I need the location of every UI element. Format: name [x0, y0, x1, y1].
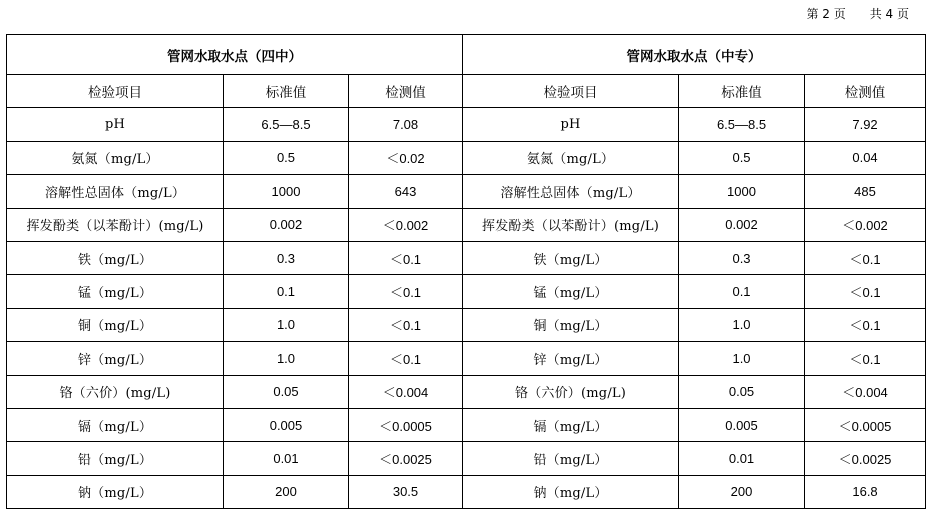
standard-cell: 0.5 [679, 141, 805, 174]
item-cell: 铬（六价）(mg/L) [463, 375, 679, 408]
standard-cell: 0.3 [224, 241, 349, 274]
table-row [7, 141, 926, 174]
table-row [7, 175, 926, 208]
col-header-item: 检验项目 [463, 75, 679, 108]
standard-cell: 1.0 [679, 308, 805, 341]
value-cell: ＜0.1 [805, 241, 926, 274]
item-cell: 钠（mg/L） [463, 475, 679, 508]
value-cell: ＜0.0005 [349, 408, 463, 441]
standard-cell: 200 [679, 475, 805, 508]
standard-cell: 0.05 [224, 375, 349, 408]
item-cell: 铁（mg/L） [7, 241, 224, 274]
value-cell: ＜0.0005 [805, 408, 926, 441]
item-cell: pH [7, 108, 224, 141]
value-cell: ＜0.1 [349, 241, 463, 274]
table-row [7, 241, 926, 274]
standard-cell: 0.005 [679, 408, 805, 441]
item-cell: 锰（mg/L） [463, 275, 679, 308]
item-cell: 氨氮（mg/L） [7, 141, 224, 174]
value-cell: ＜0.002 [349, 208, 463, 241]
item-cell: 锌（mg/L） [7, 342, 224, 375]
standard-cell: 0.002 [679, 208, 805, 241]
item-cell: 溶解性总固体（mg/L） [7, 175, 224, 208]
standard-cell: 0.01 [224, 442, 349, 475]
section-title-sizhong: 管网水取水点（四中） [7, 35, 463, 75]
value-cell: ＜0.1 [805, 342, 926, 375]
value-cell: 485 [805, 175, 926, 208]
item-cell: pH [463, 108, 679, 141]
standard-cell: 1000 [224, 175, 349, 208]
standard-cell: 200 [224, 475, 349, 508]
standard-cell: 1.0 [224, 308, 349, 341]
item-cell: 铅（mg/L） [463, 442, 679, 475]
water-quality-table [6, 34, 926, 509]
standard-cell: 0.5 [224, 141, 349, 174]
value-cell: ＜0.1 [349, 342, 463, 375]
standard-cell: 0.1 [679, 275, 805, 308]
table-row [7, 308, 926, 341]
table-row [7, 442, 926, 475]
item-cell: 挥发酚类（以苯酚计）(mg/L) [463, 208, 679, 241]
value-cell: ＜0.0025 [805, 442, 926, 475]
standard-cell: 1.0 [224, 342, 349, 375]
value-cell: ＜0.1 [349, 275, 463, 308]
table-row [7, 275, 926, 308]
standard-cell: 0.01 [679, 442, 805, 475]
col-header-item: 检验项目 [7, 75, 224, 108]
table-row [7, 375, 926, 408]
value-cell: ＜0.02 [349, 141, 463, 174]
table-row [7, 342, 926, 375]
item-cell: 铁（mg/L） [463, 241, 679, 274]
value-cell: 7.92 [805, 108, 926, 141]
standard-cell: 0.002 [224, 208, 349, 241]
standard-cell: 0.005 [224, 408, 349, 441]
value-cell: ＜0.1 [349, 308, 463, 341]
section-title-zhongzhuan: 管网水取水点（中专） [463, 35, 926, 75]
table-row [7, 108, 926, 141]
item-cell: 镉（mg/L） [7, 408, 224, 441]
standard-cell: 6.5—8.5 [224, 108, 349, 141]
table-row [7, 208, 926, 241]
page-indicator [806, 5, 909, 22]
col-header-standard: 标准值 [679, 75, 805, 108]
table-row [7, 475, 926, 508]
item-cell: 铜（mg/L） [7, 308, 224, 341]
value-cell: 16.8 [805, 475, 926, 508]
column-header-row [7, 75, 926, 108]
value-cell: ＜0.1 [805, 275, 926, 308]
item-cell: 锌（mg/L） [463, 342, 679, 375]
standard-cell: 0.1 [224, 275, 349, 308]
value-cell: ＜0.004 [349, 375, 463, 408]
item-cell: 钠（mg/L） [7, 475, 224, 508]
value-cell: ＜0.004 [805, 375, 926, 408]
standard-cell: 6.5—8.5 [679, 108, 805, 141]
value-cell: 7.08 [349, 108, 463, 141]
page-total: 共 4 页 [869, 7, 909, 21]
item-cell: 铜（mg/L） [463, 308, 679, 341]
value-cell: ＜0.1 [805, 308, 926, 341]
item-cell: 铅（mg/L） [7, 442, 224, 475]
col-header-value: 检测值 [805, 75, 926, 108]
value-cell: 30.5 [349, 475, 463, 508]
standard-cell: 1000 [679, 175, 805, 208]
item-cell: 氨氮（mg/L） [463, 141, 679, 174]
item-cell: 锰（mg/L） [7, 275, 224, 308]
col-header-value: 检测值 [349, 75, 463, 108]
value-cell: ＜0.0025 [349, 442, 463, 475]
standard-cell: 0.3 [679, 241, 805, 274]
standard-cell: 0.05 [679, 375, 805, 408]
value-cell: ＜0.002 [805, 208, 926, 241]
item-cell: 镉（mg/L） [463, 408, 679, 441]
item-cell: 挥发酚类（以苯酚计）(mg/L) [7, 208, 224, 241]
section-header-row [7, 35, 926, 75]
item-cell: 溶解性总固体（mg/L） [463, 175, 679, 208]
value-cell: 643 [349, 175, 463, 208]
page-number: 第 2 页 [806, 7, 846, 21]
table-row [7, 408, 926, 441]
standard-cell: 1.0 [679, 342, 805, 375]
item-cell: 铬（六价）(mg/L) [7, 375, 224, 408]
value-cell: 0.04 [805, 141, 926, 174]
col-header-standard: 标准值 [224, 75, 349, 108]
